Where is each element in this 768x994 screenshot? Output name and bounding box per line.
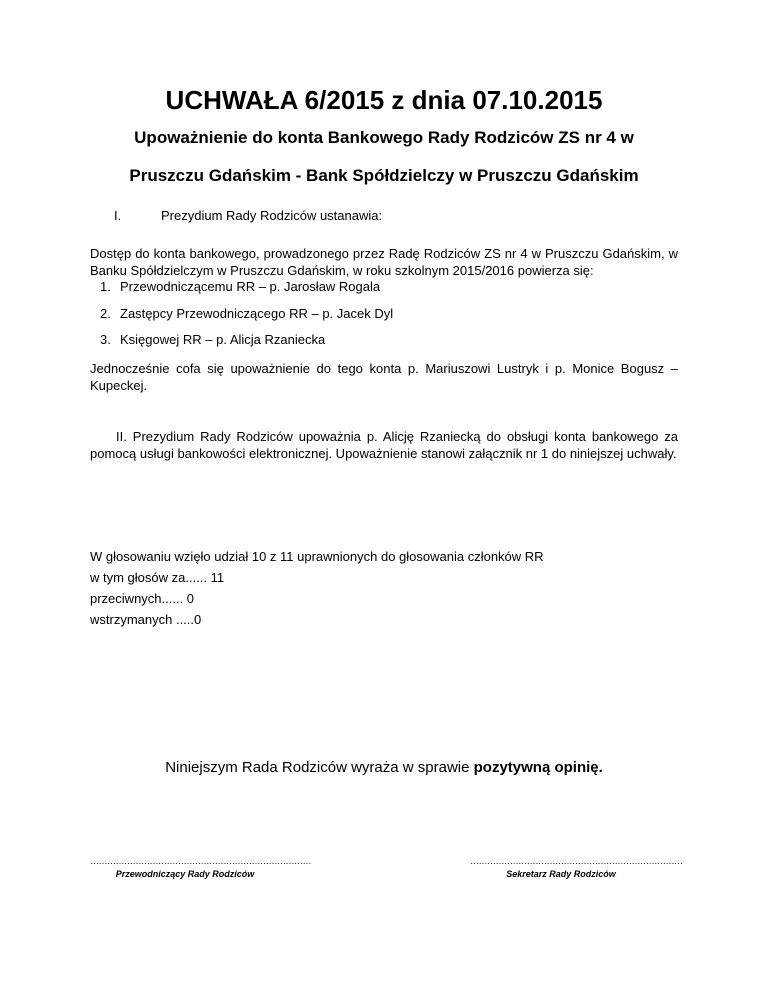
voting-for: w tym głosów za...... 11 — [90, 570, 225, 585]
list-item-number: 2. — [100, 306, 111, 321]
list-item-number: 3. — [100, 332, 111, 347]
signature-line: …………………………………………………………………… — [90, 856, 311, 866]
list-item-text: Zastępcy Przewodniczącego RR – p. Jacek Dyl — [120, 306, 394, 321]
document-title: UCHWAŁA 6/2015 z dnia 07.10.2015 — [165, 85, 603, 115]
list-item-text: Księgowej RR – p. Alicja Rzaniecka — [120, 332, 326, 347]
signature-label: Sekretarz Rady Rodziców — [506, 869, 616, 879]
section-1-text: Prezydium Rady Rodziców ustanawia: — [161, 208, 383, 223]
signature-label: Przewodniczący Rady Rodziców — [115, 869, 255, 879]
revocation-paragraph: Jednocześnie cofa się upoważnienie do tego konta p. Mariuszowi Lustryk i p. Monice Bogusz – Kupeckej. — [90, 361, 678, 393]
signature-secretary — [470, 855, 683, 881]
voting-results — [90, 546, 544, 630]
opinion-emphasis: pozytywną opinię. — [473, 759, 603, 776]
section-2-paragraph: II. Prezydium Rady Rodziców upoważnia p. Alicję Rzaniecką do obsługi konta bankowego za pomocą usługi bankowości elektronicznej. Upoważnienie stanowi załącznik nr 1 do niniejszej uchwały. — [90, 429, 678, 461]
voting-abstained: wstrzymanych .....0 — [90, 612, 202, 627]
opinion-prefix: Niniejszym Rada Rodziców wyraża w sprawie — [165, 759, 474, 776]
section-1-number: I. — [114, 208, 122, 223]
voting-participation: W głosowaniu wzięło udział 10 z 11 uprawnionych do głosowania członków RR — [90, 549, 544, 564]
access-paragraph: Dostęp do konta bankowego, prowadzonego przez Radę Rodziców ZS nr 4 w Pruszczu Gdańskim, w Banku Spółdzielczym w Pruszczu Gdańskim, w roku szkolnym 2015/2016 powierza się: — [90, 246, 678, 278]
signature-line: ………………………………………………………………… — [470, 856, 683, 866]
signature-chairman — [90, 855, 311, 881]
subtitle-line-2: Pruszczu Gdańskim - Bank Spółdzielczy w Pruszczu Gdańskim — [129, 166, 639, 185]
opinion-statement — [0, 758, 768, 778]
subtitle-line-1: Upoważnienie do konta Bankowego Rady Rodziców ZS nr 4 w — [134, 128, 634, 147]
list-item-text: Przewodniczącemu RR – p. Jarosław Rogala — [120, 279, 381, 294]
voting-against: przeciwnych...... 0 — [90, 591, 195, 606]
list-item-number: 1. — [100, 279, 111, 294]
